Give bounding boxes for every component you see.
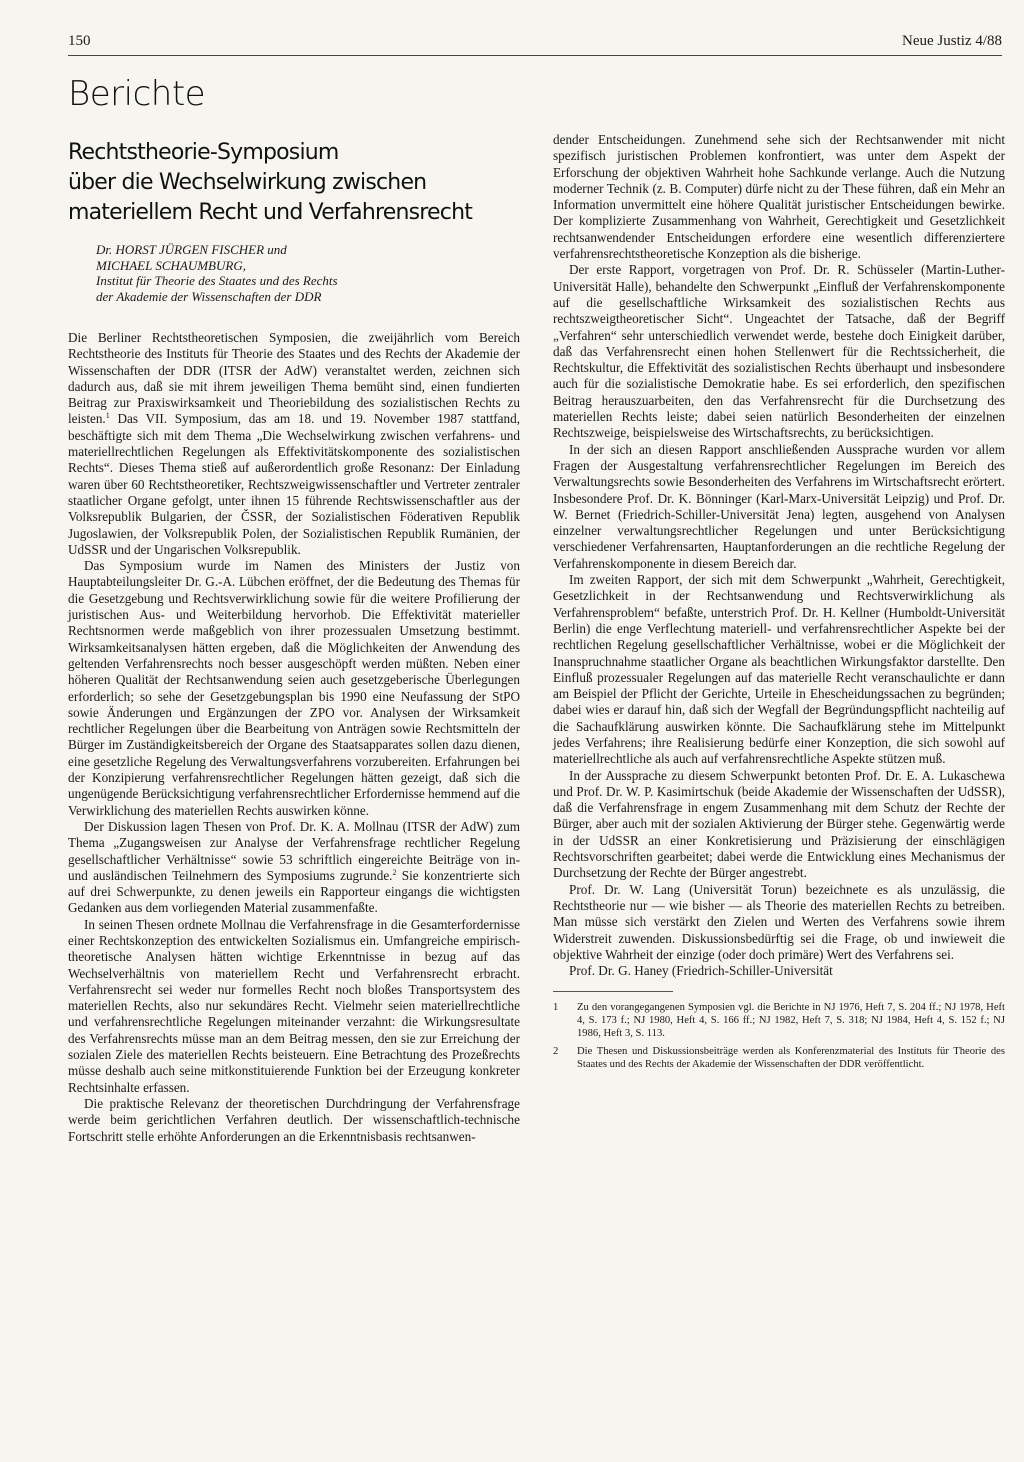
author-line: Dr. HORST JÜRGEN FISCHER und xyxy=(96,242,287,257)
paragraph-text: Der Diskussion lagen Thesen von Prof. Dr. K. A. Mollnau (ITSR der AdW) zum Thema „Zugangsweisen zur Analyse der Verfahrensfrage rechtlicher Regelung gesellschaftlicher Verhältnisse“ sowie 53 schriftlich eingereichte Beiträge von in- und ausländischen Teilnehmern des Symposiums zugrunde. xyxy=(68,818,520,883)
paragraph-text: Das Symposium wurde im Namen des Ministers der Justiz von Hauptabteilungsleiter Dr. G.-A. Lübchen eröffnet, der die Bedeutung des Themas für die Gesetzgebung und Rechtsverwirklichung sowie für die weitere Profilierung der juristischen Aus- und Weiterbildung hervorhob. Die Effektivität materieller Rechtsnormen werde maßgeblich von ihrer prozessualen Umsetzung bestimmt. Wirksamkeitsanalysen hätten ergeben, daß die Möglichkeiten der Anwendung des geltenden Verfahrensrechts noch besser ausgeschöpft werden müßten. Neben einer höheren Qualität der Rechtsanwendung seien auch gesetzgeberische Überlegungen erforderlich; so sehe der Gesetzgebungsplan bis 1990 eine Neufassung der StPO sowie Änderungen und Ergänzungen der ZPO vor. Analysen der Wirksamkeit rechtlicher Regelungen über die Bearbeitung von Anträgen sowie Rechtsmitteln der Bürger im Zuständigkeitsbereich der Organe des Staatsapparates sollen dazu dienen, eine gesetzliche Regelung des Verwaltungsverfahrens vorzubereiten. Erfahrungen bei der Konzipierung verfahrensrechtlicher Regelungen hätten gezeigt, daß sich die ungenügende Berücksichtigung verfahrensrechtlicher Erfordernisse hemmend auf die Verwirklichung des materiellen Rechts auswirken könne. xyxy=(68,558,520,818)
affiliation-line: Institut für Theorie des Staates und des Rechts xyxy=(96,273,338,288)
paragraph xyxy=(68,558,520,819)
footnote-text: Die Thesen und Diskussionsbeiträge werden als Konferenzmaterial des Instituts für Theorie des Staates und des Rechts der Akademie der Wissenschaften der DDR veröffentlicht. xyxy=(577,1045,1005,1070)
page-number: 150 xyxy=(68,33,91,49)
header-rule xyxy=(68,55,1002,56)
journal-issue: Neue Justiz 4/88 xyxy=(902,33,1002,49)
footnotes xyxy=(553,1001,1005,1075)
paragraph xyxy=(553,768,1005,882)
paragraph xyxy=(553,442,1005,572)
article-title xyxy=(68,138,538,228)
title-line: materiellem Recht und Verfahrensrecht xyxy=(68,200,473,225)
paragraph xyxy=(553,262,1005,441)
paragraph-text: dender Entscheidungen. Zunehmend sehe sich der Rechtsanwender mit nicht spezifisch juristischen Problemen konfrontiert, was unter dem Aspekt der Erforschung der objektiven Wahrheit hohe Sachkunde verlange. Auch die Nutzung moderner Technik (z. B. Computer) dürfe nicht zu der These führen, daß ein Mehr an Information unvermittelt eine höhere Qualität juristischer Entscheidungen bewirke. Der komplizierte Zusammenhang von Wahrheit, Gerechtigkeit und Gesetzlichkeit rechtsanwendender Entscheidungen erfordere eine wesentlich differenziertere verfahrensrechtstheoretische Konzeption als die bisherige. xyxy=(553,132,1005,262)
section-heading: Berichte xyxy=(68,74,206,114)
author-block xyxy=(96,242,536,304)
right-column xyxy=(553,132,1005,979)
paragraph-text: In der sich an diesen Rapport anschließenden Aussprache wurden vor allem Fragen der Ausgestaltung verfahrensrechtlicher Regelungen im Bereich des Verwaltungsrechts sowie Besonderheiten des Verfahrens im Wirtschaftsrecht erörtert. Insbesondere Prof. Dr. K. Bönninger (Karl-Marx-Universität Leipzig) und Prof. Dr. W. Bernet (Friedrich-Schiller-Universität Jena) legten, ausgehend von Analysen einzelner verwaltungsrechtlicher Regelungen und unter Berücksichtigung verschiedener Verfahrensarten, Hauptanforderungen an die rechtliche Regelung der Verfahrenskomponente in diesem Bereich dar. xyxy=(553,441,1005,571)
footnote-text: Zu den vorangegangenen Symposien vgl. die Berichte in NJ 1976, Heft 7, S. 204 ff.; NJ 1978, Heft 4, S. 173 f.; NJ 1980, Heft 4, S. 166 ff.; NJ 1982, Heft 7, S. 318; NJ 1984, Heft 4, S. 152 f.; NJ 1986, Heft 3, S. 113. xyxy=(577,1002,1005,1040)
paragraph-text: Die Berliner Rechtstheoretischen Symposien, die zweijährlich vom Bereich Rechtstheorie des Instituts für Theorie des Staates und des Rechts der Akademie der Wissenschaften der DDR (ITSR der AdW) veranstaltet werden, zeichnen sich dadurch aus, daß sie mit ihrem jeweiligen Thema bemüht sind, einen fundierten Beitrag zur Praxiswirksamkeit und Theoriebildung des sozialistischen Rechts zu leisten. xyxy=(68,330,520,427)
paragraph-text: Prof. Dr. G. Haney (Friedrich-Schiller-Universität xyxy=(569,963,833,979)
paragraph-text: Das VII. Symposium, das am 18. und 19. November 1987 stattfand, beschäftigte sich mit dem Thema „Die Wechselwirkung zwischen verfahrens- und materiellrechtlichen Regelungen als Effektivitätskomponente des sozialistischen Rechts“. Dieses Thema stieß auf außerordentlich große Resonanz: Der Einladung waren über 60 Rechtstheoretiker, Rechtszweigwissenschaftler und Vertreter zentraler staatlicher Organe gefolgt, unter ihnen 15 führende Rechtswissenschaftler aus der Volksrepublik Bulgarien, der ČSSR, der Sozialistischen Föderativen Republik Jugoslawien, der Volksrepublik Polen, der Sozialistischen Republik Rumänien, der UdSSR und der Ungarischen Volksrepublik. xyxy=(68,411,520,557)
author-line: MICHAEL SCHAUMBURG, xyxy=(96,257,246,273)
title-line: über die Wechselwirkung zwischen xyxy=(68,170,427,195)
running-header xyxy=(68,33,1002,53)
title-line: Rechtstheorie-Symposium xyxy=(68,140,339,165)
footnote xyxy=(553,1001,1005,1041)
paragraph-text: Im zweiten Rapport, der sich mit dem Schwerpunkt „Wahrheit, Gerechtigkeit, Gesetzlichkeit in der Rechtsanwendung und Rechtsverwirklichung als Verfahrensproblem“ befaßte, unterstrich Prof. Dr. H. Kellner (Humboldt-Universität Berlin) die enge Verflechtung materiell- und verfahrensrechtlicher Aspekte bei der rechtlichen Regelung gesellschaftlicher Verhältnisse, wobei er die Möglichkeit der Inanspruchnahme staatlicher Organe als beachtlichen Wirkungsfaktor darstellte. Den Einfluß prozessualer Regelungen auf das materielle Recht veranschaulichte er dann am Beispiel der Pflicht der Gerichte, Urteile in Ehescheidungssachen zu begründen; dabei wies er darauf hin, daß sich der Wegfall der Begründungspflicht nachteilig auf die Sachaufklärung auswirken könnte. Die Sachaufklärung stehe im Mittelpunkt jedes Verfahrens; ihre Realisierung bedürfe einer Konzeption, die sich sowohl auf materiellrechtliche als auch auf verfahrensrechtliche Aspekte stützen muß. xyxy=(553,572,1005,767)
left-column xyxy=(68,330,520,1145)
paragraph xyxy=(68,917,520,1096)
paragraph-text: Der erste Rapport, vorgetragen von Prof. Dr. R. Schüsseler (Martin-Luther-Universität Halle), behandelte den Schwerpunkt „Einfluß der Verfahrenskomponente auf die gesellschaftliche Wirksamkeit des sozialistischen Rechts aus rechtszweigtheoretischer Sicht“. Ungeachtet der Tatsache, daß der Begriff „Verfahren“ sehr unterschiedlich verwendet werde, bestehe doch Einigkeit darüber, daß das Verfahrensrecht einen hohen Stellenwert für die Rechtssicherheit, die Rechtskultur, die Effektivität des sozialistischen Rechts überhaupt und insbesondere auch für die sozialistische Demokratie habe. Es sei erforderlich, den spezifischen Beitrag herauszuarbeiten, den das Verfahrensrecht für die Durchsetzung des materiellen Rechts leiste; dabei seien natürlich Besonderheiten der einzelnen Rechtszweige, beispielsweise des Wirtschaftsrechts, zu berücksichtigen. xyxy=(553,262,1005,441)
paragraph xyxy=(68,1096,520,1145)
paragraph xyxy=(553,132,1005,262)
paragraph xyxy=(68,330,520,558)
affiliation-line: der Akademie der Wissenschaften der DDR xyxy=(96,288,322,304)
footnote-ref: 1 xyxy=(105,411,110,421)
footnote-number: 2 xyxy=(553,1045,559,1057)
paragraph xyxy=(553,882,1005,963)
paragraph-text: In der Aussprache zu diesem Schwerpunkt betonten Prof. Dr. E. A. Lukaschewa und Prof. Dr. W. P. Kasimirtschuk (beide Akademie der Wissenschaften der UdSSR), daß die Verfahrensfrage in engem Zusammenhang mit dem Schutz der Rechte der Bürger, aber auch mit der sozialen Aktivierung der Bürger stehe. Gegenwärtig werde in der UdSSR an einer Konkretisierung und Präzisierung der einschlägigen Rechtsvorschriften gearbeitet; dabei werde die Entwicklung eines Mechanismus der Durchsetzung der Rechte der Bürger angestrebt. xyxy=(553,767,1005,881)
paragraph-text: In seinen Thesen ordnete Mollnau die Verfahrensfrage in die Gesamterfordernisse einer Rechtskonzeption des entwickelten Sozialismus ein. Umfangreiche empirisch-theoretische Analysen hätten wichtige Erkenntnisse in bezug auf das Wechselverhältnis von materiellem Recht und Verfahrensrecht erbracht. Verfahrensrecht sei weder nur formelles Recht noch bloßes Transportsystem des materiellen Rechts, also nur sekundäres Recht. Vielmehr seien materiellrechtliche und verfahrensrechtliche Regelungen miteinander verzahnt: die Wirkungsresultate des Verfahrensrechts müsse man an dem Beitrag messen, den sie zur Erreichung der sozialen Ziele des materiellen Rechts beisteuern. Eine Betrachtung des Prozeßrechts müsse deshalb auch seine mitkonstituierende Funktion bei der Erzeugung konkreter Rechtsinhalte erfassen. xyxy=(68,916,520,1095)
paragraph-text: Sie konzentrierte sich auf drei Schwerpunkte, zu denen jeweils ein Rapporteur eingangs die wichtigsten Gedanken aus dem vorliegenden Material zusammenfaßte. xyxy=(68,867,520,916)
paragraph xyxy=(553,963,1005,979)
paragraph xyxy=(68,819,520,917)
footnote-ref: 2 xyxy=(392,867,397,877)
paragraph-text: Prof. Dr. W. Lang (Universität Torun) bezeichnete es als unzulässig, die Rechtstheorie nur — wie bisher — als Theorie des materiellen Rechts zu betreiben. Man müsse sich verstärkt den Zielen und Werten des Verfahrens sowie ihrem Widerstreit zuwenden. Diskussionsbedürftig sei die Frage, ob und inwieweit die objektive Wahrheit der einzige (oder doch primäre) Wert des Verfahrens sei. xyxy=(553,881,1005,962)
footnote-number: 1 xyxy=(553,1002,559,1013)
paragraph xyxy=(553,572,1005,768)
paragraph-text: Die praktische Relevanz der theoretischen Durchdringung der Verfahrensfrage werde beim gerichtlichen Verfahren deutlich. Der wissenschaftlich-technische Fortschritt stelle erhöhte Anforderungen an die Erkenntnisbasis rechtsanwen- xyxy=(68,1095,520,1144)
footnote xyxy=(553,1045,1005,1071)
footnote-rule xyxy=(553,991,673,992)
